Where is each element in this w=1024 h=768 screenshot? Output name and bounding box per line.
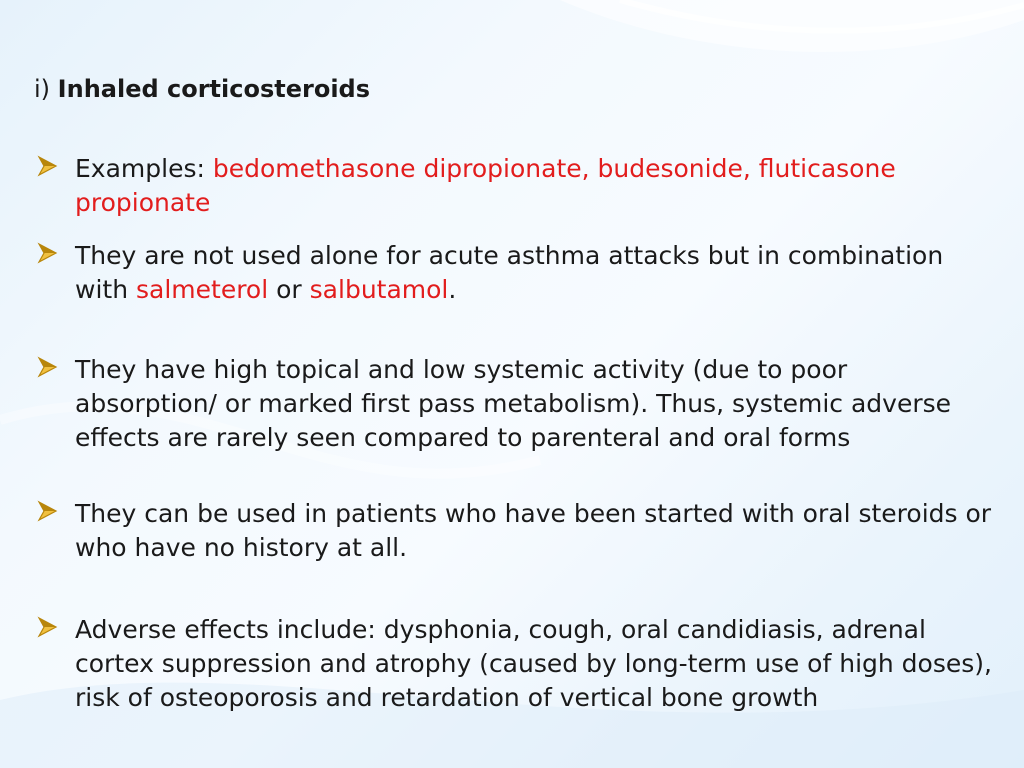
bullet-list [36, 152, 996, 715]
bullet-text: They are not used alone for acute asthma attacks but in combination with salmeterol or salbutamol. [75, 241, 944, 304]
arrowhead-bullet-icon [36, 155, 58, 177]
slide-heading [34, 74, 370, 104]
bullet-adverse-effects [36, 613, 996, 715]
arrowhead-bullet-icon [36, 242, 58, 264]
bullet-text: They have high topical and low systemic activity (due to poor absorption/ or marked first pass metabolism). Thus, systemic adverse effects are rarely seen compared to parenteral and oral forms [75, 355, 952, 452]
bullet-text: They can be used in patients who have been started with oral steroids or who have no history at all. [75, 499, 992, 562]
bullet-usage [36, 497, 996, 565]
bullet-text: Adverse effects include: dysphonia, cough, oral candidiasis, adrenal cortex suppression and atrophy (caused by long-term use of high doses), risk of osteoporosis and retardation of vertical bone growth [75, 615, 992, 712]
arrowhead-bullet-icon [36, 356, 58, 378]
bullet-examples [36, 152, 996, 220]
heading-prefix: i) [34, 75, 51, 103]
heading-title: Inhaled corticosteroids [57, 75, 371, 103]
bullet-topical-activity [36, 353, 996, 455]
arrowhead-bullet-icon [36, 616, 58, 638]
bullet-combination [36, 239, 996, 307]
bullet-text: Examples: bedomethasone dipropionate, budesonide, fluticasone propionate [75, 154, 896, 217]
arrowhead-bullet-icon [36, 500, 58, 522]
